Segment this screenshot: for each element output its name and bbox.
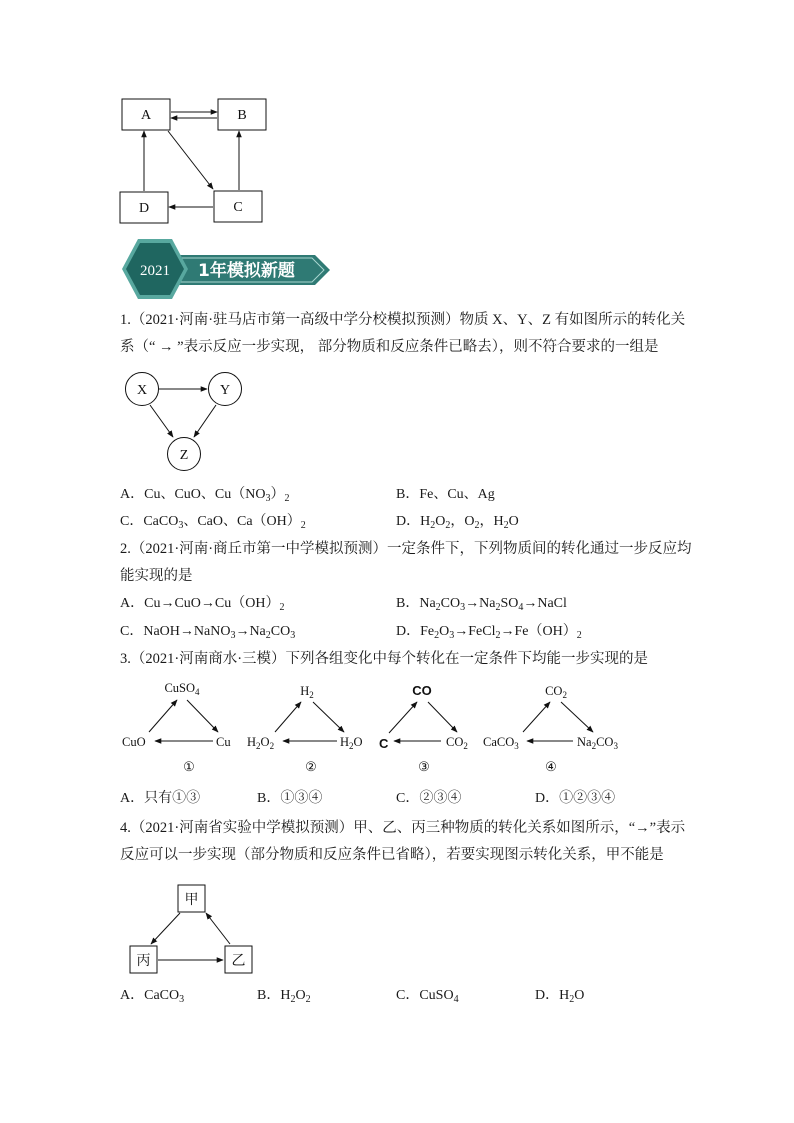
q3-diagram-1	[122, 681, 231, 774]
q3-d4-right: $Na_2CO_3$	[577, 735, 618, 751]
q3-stem-line1: 3.（2021·河南商水·三模）下列各组变化中每个转化在一定条件下均能一步实现的是	[120, 651, 649, 667]
q1-stem-line1: 1.（2021·河南·驻马店市第一高级中学分校模拟预测）物质 X、Y、Z 有如图所示的转化关	[120, 312, 686, 328]
q3-d3-left: C	[379, 736, 389, 751]
q3-option-c[interactable]: C．②③④	[396, 791, 462, 806]
q4-option-c[interactable]: C．CuSO$_4$	[396, 988, 459, 1005]
q2-stem-line1: 2.（2021·河南·商丘市第一中学模拟预测）一定条件下，下列物质间的转化通过一步反应均	[120, 541, 692, 557]
q3-option-a[interactable]: A．只有①③	[120, 791, 201, 806]
q1-node-x-label: X	[136, 383, 148, 398]
node-d-label: D	[138, 201, 150, 216]
q3-d1-number: ①	[183, 759, 195, 774]
q3-d4-number: ④	[545, 759, 557, 774]
q4-arrow-yi-to-jia	[206, 913, 230, 944]
q3-d1-top: CuSO$_4$	[164, 681, 200, 697]
q3-d2-number: ②	[305, 759, 317, 774]
q3-d2-arrow-top-to-right	[313, 702, 344, 732]
banner-title: 1年模拟新题	[198, 261, 295, 281]
q1-arrow-y-to-z	[194, 405, 216, 437]
q1-node-y-label: Y	[219, 383, 231, 398]
node-c-label: C	[233, 200, 243, 215]
q4-arrow-jia-to-bing	[151, 913, 180, 944]
q4-node-bing-label: 丙	[136, 954, 151, 969]
q4-stem-line2: 反应可以一步实现（部分物质和反应条件已省略），若要实现图示转化关系，甲不能是	[120, 847, 664, 863]
q3-d2-arrow-left-to-top	[275, 702, 301, 732]
q4-diagram	[120, 880, 270, 980]
q3-d4-top: $CO_2$	[545, 684, 567, 700]
node-a-label: A	[140, 108, 152, 123]
q2-option-b[interactable]: B．$Na_2CO_3\to Na_2SO_4\to NaCl$	[396, 596, 567, 613]
q1-arrow-x-to-z	[150, 405, 173, 437]
q3-d1-left: CuO	[122, 735, 146, 749]
q3-d3-arrow-top-to-right	[428, 702, 457, 732]
q4-option-a[interactable]: A．CaCO$_3$	[120, 988, 185, 1005]
q4-node-jia-label: 甲	[184, 893, 199, 908]
q4-stem-line1: 4.（2021·河南省实验中学模拟预测）甲、乙、丙三种物质的转化关系如图所示，“→”表示	[120, 820, 686, 836]
q3-d1-arrow-top-to-right	[187, 700, 218, 732]
q2-option-a[interactable]: A．$Cu\to CuO\to Cu(OH)_2$	[120, 596, 285, 613]
top-transform-diagram	[0, 0, 794, 240]
arrow-a-to-c	[168, 131, 213, 189]
q4-option-d[interactable]: D．$H_2O$	[535, 988, 585, 1005]
q1-option-d[interactable]: D．$H_2O_2$，$O_2$，$H_2O$	[396, 514, 519, 531]
q3-d1-arrow-left-to-top	[149, 700, 177, 732]
q1-option-b[interactable]: B．Fe、Cu、Ag	[396, 487, 495, 502]
q3-diagrams	[115, 678, 675, 778]
q3-d4-arrow-top-to-right	[561, 702, 593, 732]
q3-diagram-2	[247, 684, 363, 774]
q2-stem-line2: 能实现的是	[120, 568, 193, 584]
q2-option-d[interactable]: D．$Fe_2O_3\to FeCl_2\to Fe(OH)_2$	[396, 624, 582, 641]
q3-d2-right: $H_2O$	[340, 735, 363, 751]
q1-node-z-label: Z	[179, 448, 189, 463]
section-banner	[120, 237, 330, 303]
q3-d2-left: $H_2O_2$	[247, 735, 275, 751]
q3-option-b[interactable]: B．①③④	[257, 791, 323, 806]
q3-d2-top: $H_2$	[300, 684, 314, 700]
q3-option-d[interactable]: D．①②③④	[535, 791, 616, 806]
q1-xyz-diagram	[110, 368, 370, 478]
q1-option-c[interactable]: C．CaCO$_3$、CaO、$Ca(OH)_2$	[120, 514, 306, 531]
q3-diagram-4	[483, 684, 618, 774]
q4-option-b[interactable]: B．$H_2O_2$	[257, 988, 311, 1005]
q3-d1-right: Cu	[216, 735, 231, 749]
q3-diagram-3	[379, 683, 468, 774]
q3-d3-top: CO	[412, 683, 432, 698]
q3-d3-number: ③	[418, 759, 430, 774]
q1-option-a[interactable]: A．Cu、CuO、$Cu(NO_3)_2$	[120, 487, 290, 504]
q3-d3-right: $CO_2$	[446, 735, 468, 751]
q4-node-yi-label: 乙	[231, 954, 246, 969]
q3-d4-arrow-left-to-top	[523, 702, 550, 732]
q3-d4-left: CaCO$_3$	[483, 735, 519, 751]
q1-stem-line2: 系（“ → ”表示反应一步实现， 部分物质和反应条件已略去），则不符合要求的一组是	[120, 339, 659, 355]
q3-d3-arrow-left-to-top	[389, 702, 417, 733]
node-b-label: B	[237, 108, 247, 123]
q2-option-c[interactable]: C．$NaOH\to NaNO_3\to Na_2CO_3$	[120, 624, 296, 641]
banner-year: 2021	[140, 263, 170, 279]
